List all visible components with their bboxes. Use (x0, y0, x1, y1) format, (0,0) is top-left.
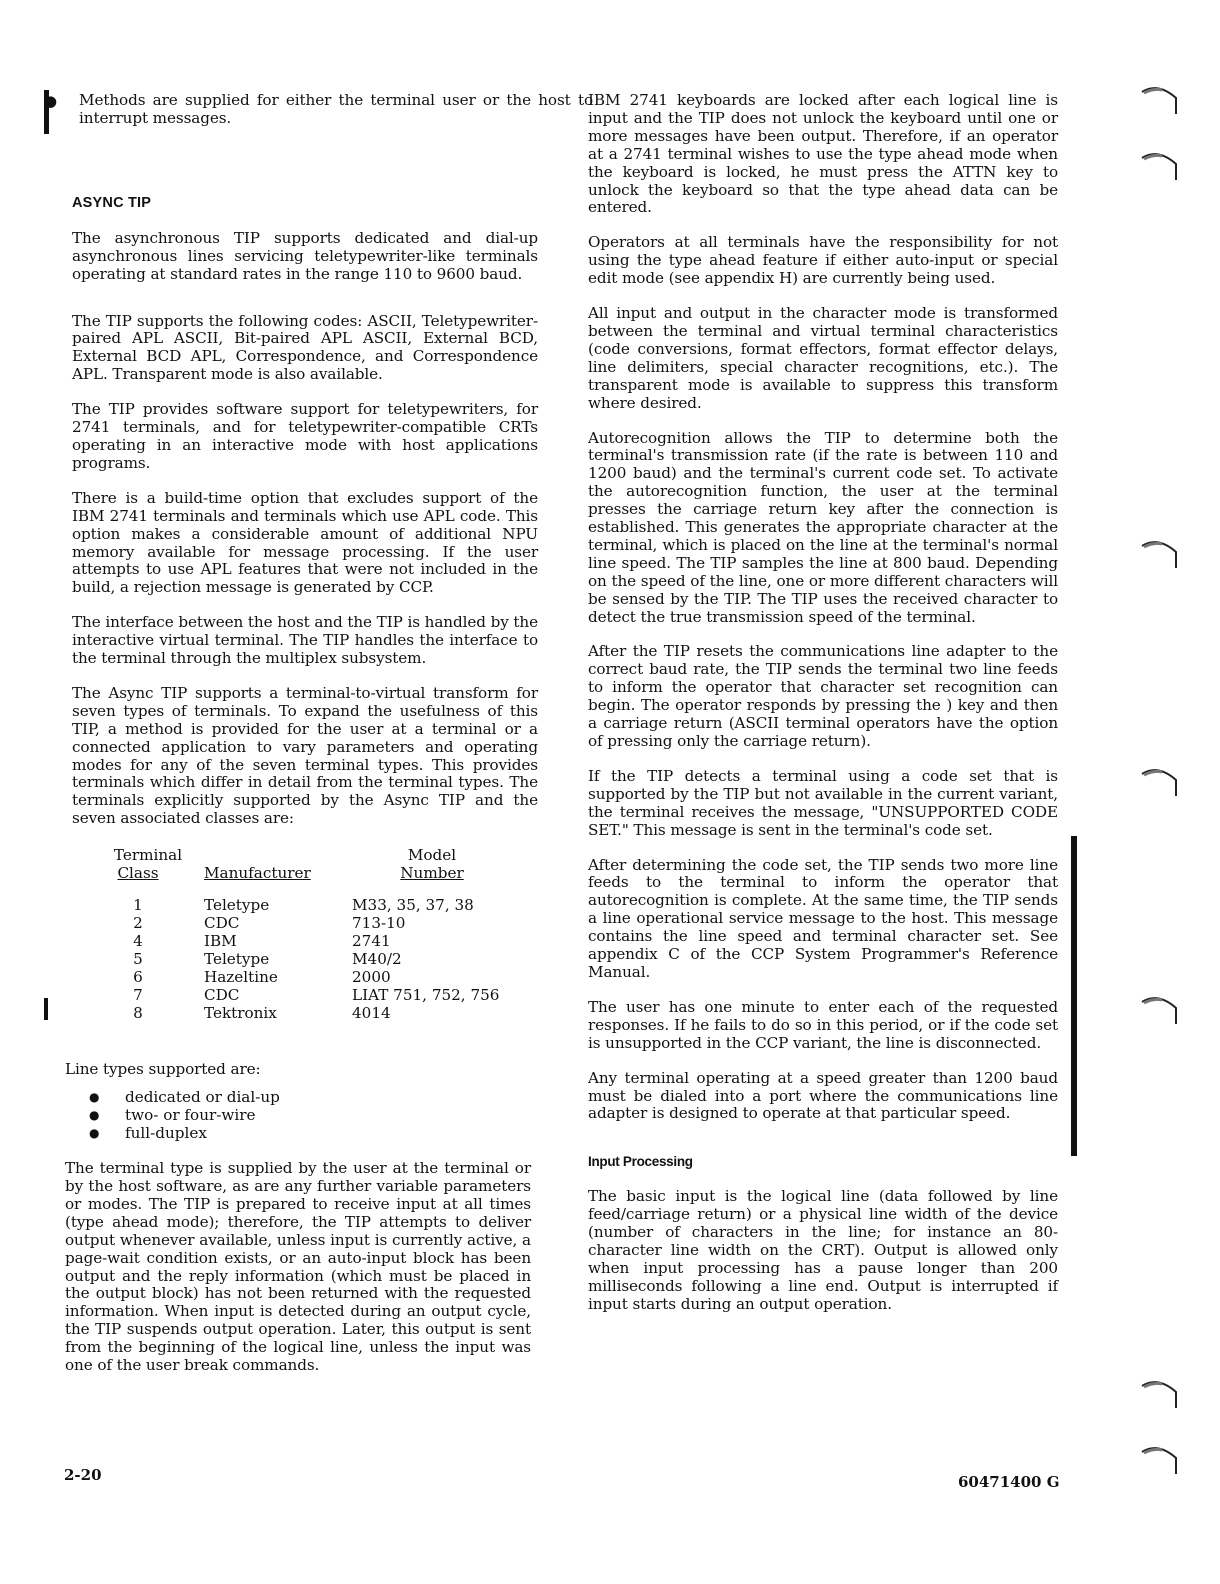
binding-mark-icon (1140, 1378, 1180, 1408)
paragraph: The asynchronous TIP supports dedicated and dial-up asynchronous lines servicing teletypewriter-like terminals operating at standard rates in the range 110 to 9600 baud. (72, 228, 538, 283)
binding-mark-icon (1140, 150, 1180, 180)
paragraph: The basic input is the logical line (data followed by line feed/carriage return) or a physical line width of the device (number of characters in the line; for instance an 80-character line width on the CRT). Output is allowed only when input processing has a pause longer than 200 milliseconds following a line end. Output is interrupted if input starts during an output operation. (588, 1187, 1058, 1313)
model-cell: M33, 35, 37, 38 (352, 896, 474, 915)
list-item: ● full-duplex (89, 1124, 538, 1142)
paragraph: After determining the code set, the TIP sends two more line feeds to the terminal to inform the operator that autorecognition is complete. At the same time, the TIP sends a line operational service message to the host. This message contains the line speed and terminal character set. See appendix C of the CCP System Programmer's Reference Manual. (588, 855, 1058, 981)
table-row (94, 968, 512, 986)
paragraph: Autorecognition allows the TIP to determine both the terminal's transmission rate (if the rate is between 110 and 1200 baud) and the terminal's current code set. To activate the autorecognition function, the user at the terminal presses the carriage return key after the connection is established. This generates the appropriate character at the terminal, which is placed on the line at the terminal's normal line speed. The TIP samples the line at 800 baud. Depending on the speed of the line, one or more different characters will be sensed by the TIP. The TIP uses the received character to detect the true transmission speed of the terminal. (588, 428, 1058, 626)
table-row (94, 1004, 512, 1022)
model-cell: 4014 (352, 1004, 391, 1023)
binding-mark-icon (1140, 1444, 1180, 1474)
binding-mark-icon (1140, 766, 1180, 796)
model-cell: 2000 (352, 968, 391, 987)
bullet-text: Methods are supplied for either the terminal user or the host to interrupt messages. (79, 91, 593, 127)
terminal-class-table (94, 846, 512, 1022)
paragraph: There is a build-time option that excludes support of the IBM 2741 terminals and terminals which use APL code. This option makes a considerable amount of additional NPU memory available for message processing. If the user attempts to use APL features that were not included in the build, a rejection message is generated by CCP. (72, 488, 538, 597)
line-types-intro: Line types supported are: (65, 1060, 261, 1079)
line-types-list (65, 1088, 538, 1142)
paragraph: After the TIP resets the communications line adapter to the correct baud rate, the TIP sends the terminal two line feeds to inform the operator that character set recognition can begin. The operator responds by pressing the ) key and then a carriage return (ASCII terminal operators have the option of pressing only the carriage return). (588, 642, 1058, 750)
class-cell: 1 (133, 896, 143, 915)
document-number: 60471400 G (958, 1473, 1060, 1491)
class-cell: 6 (133, 968, 143, 987)
paragraph: The TIP supports the following codes: ASCII, Teletypewriter-paired APL ASCII, Bit-paired APL ASCII, External BCD, External BCD APL, Correspondence, and Correspondence APL. Transparent mode is also available. (72, 311, 538, 384)
subheading-input-processing: Input Processing (588, 1154, 693, 1170)
paragraph: Operators at all terminals have the responsibility for not using the type ahead feature if either auto-input or special edit mode (see appendix H) are currently being used. (588, 233, 1058, 288)
header-terminal: Terminal (113, 846, 183, 865)
table-header-row-2 (94, 864, 512, 882)
manufacturer-cell: Hazeltine (204, 968, 278, 987)
table-row (94, 950, 512, 968)
header-number: Number (400, 864, 464, 883)
class-cell: 7 (133, 986, 143, 1005)
change-bar-right (1071, 836, 1077, 1156)
list-item: ● two- or four-wire (89, 1106, 538, 1124)
binding-mark-icon (1140, 84, 1180, 114)
section-heading-async-tip: ASYNC TIP (72, 194, 152, 211)
paragraph: IBM 2741 keyboards are locked after each logical line is input and the TIP does not unlock the keyboard until one or more messages have been output. Therefore, if an operator at a 2741 terminal wishes to use the type ahead mode when the keyboard is locked, he must press the ATTN key to unlock the keyboard so that the type ahead data can be entered. (588, 91, 1058, 217)
binding-mark-icon (1140, 538, 1180, 568)
header-model: Model (407, 846, 457, 865)
class-cell: 8 (133, 1004, 143, 1023)
header-class: Class (117, 864, 159, 883)
table-row (94, 932, 512, 950)
table-row (94, 896, 512, 914)
header-manufacturer: Manufacturer (204, 864, 311, 883)
paragraph: If the TIP detects a terminal using a code set that is supported by the TIP but not available in the current variant, the terminal receives the message, "UNSUPPORTED CODE SET." This message is sent in the terminal's code set. (588, 766, 1058, 839)
paragraph: The Async TIP supports a terminal-to-virtual transform for seven types of terminals. To expand the usefulness of this TIP, a method is provided for the user at a terminal or a connected application to vary parameters and operating modes for any of the seven terminal types. This provides terminals which differ in detail from the terminal types. The terminals explicitly supported by the Async TIP and the seven associated classes are: (72, 683, 538, 828)
class-cell: 5 (133, 950, 143, 969)
interrupt-bullet (22, 92, 593, 128)
manufacturer-cell: Tektronix (204, 1004, 277, 1023)
paragraph: The TIP provides software support for teletypewriters, for 2741 terminals, and for teletypewriter-compatible CRTs operating in an interactive mode with host applications programs. (72, 400, 538, 472)
model-cell: LIAT 751, 752, 756 (352, 986, 500, 1005)
manufacturer-cell: IBM (204, 932, 237, 951)
manufacturer-cell: CDC (204, 914, 240, 933)
model-cell: 713-10 (352, 914, 406, 933)
left-column (44, 91, 593, 1375)
table-row (94, 986, 512, 1004)
manufacturer-cell: CDC (204, 986, 240, 1005)
right-column (588, 92, 1058, 1314)
paragraph: The user has one minute to enter each of the requested responses. If he fails to do so in this period, or if the code set is unsupported in the CCP variant, the line is disconnected. (588, 997, 1058, 1052)
manufacturer-cell: Teletype (204, 896, 270, 915)
paragraph: The terminal type is supplied by the user at the terminal or by the host software, as are any further variable parameters or modes. The TIP is prepared to receive input at all times (type ahead mode); therefore, the TIP attempts to deliver output whenever available, unless input is currently active, a page-wait condition exists, or an auto-input block has been output and the reply information (which must be placed in the output block) has not been returned with the requested information. When input is detected during an output cycle, the TIP suspends output operation. Later, this output is sent from the beginning of the logical line, unless the input was one of the user break commands. (65, 1159, 531, 1375)
paragraph: All input and output in the character mode is transformed between the terminal and virtual terminal characteristics (code conversions, format effectors, format effector delays, line delimiters, special character recognitions, etc.). The transparent mode is available to suppress this transform where desired. (588, 304, 1058, 412)
model-cell: M40/2 (352, 950, 402, 969)
paragraph: The interface between the host and the TIP is handled by the interactive virtual terminal. The TIP handles the interface to the terminal through the multiplex subsystem. (72, 613, 538, 668)
list-item: ● dedicated or dial-up (89, 1088, 538, 1106)
table-header-row-1 (94, 846, 512, 864)
class-cell: 2 (133, 914, 143, 933)
bullet-icon: ● (44, 92, 58, 110)
change-bar-table (44, 998, 48, 1020)
table-row (94, 914, 512, 932)
model-cell: 2741 (352, 932, 391, 951)
binding-mark-icon (1140, 994, 1180, 1024)
page-number: 2-20 (64, 1466, 102, 1484)
paragraph: Any terminal operating at a speed greater than 1200 baud must be dialed into a port where the communications line adapter is designed to operate at that particular speed. (588, 1068, 1058, 1123)
manufacturer-cell: Teletype (204, 950, 270, 969)
class-cell: 4 (133, 932, 143, 951)
